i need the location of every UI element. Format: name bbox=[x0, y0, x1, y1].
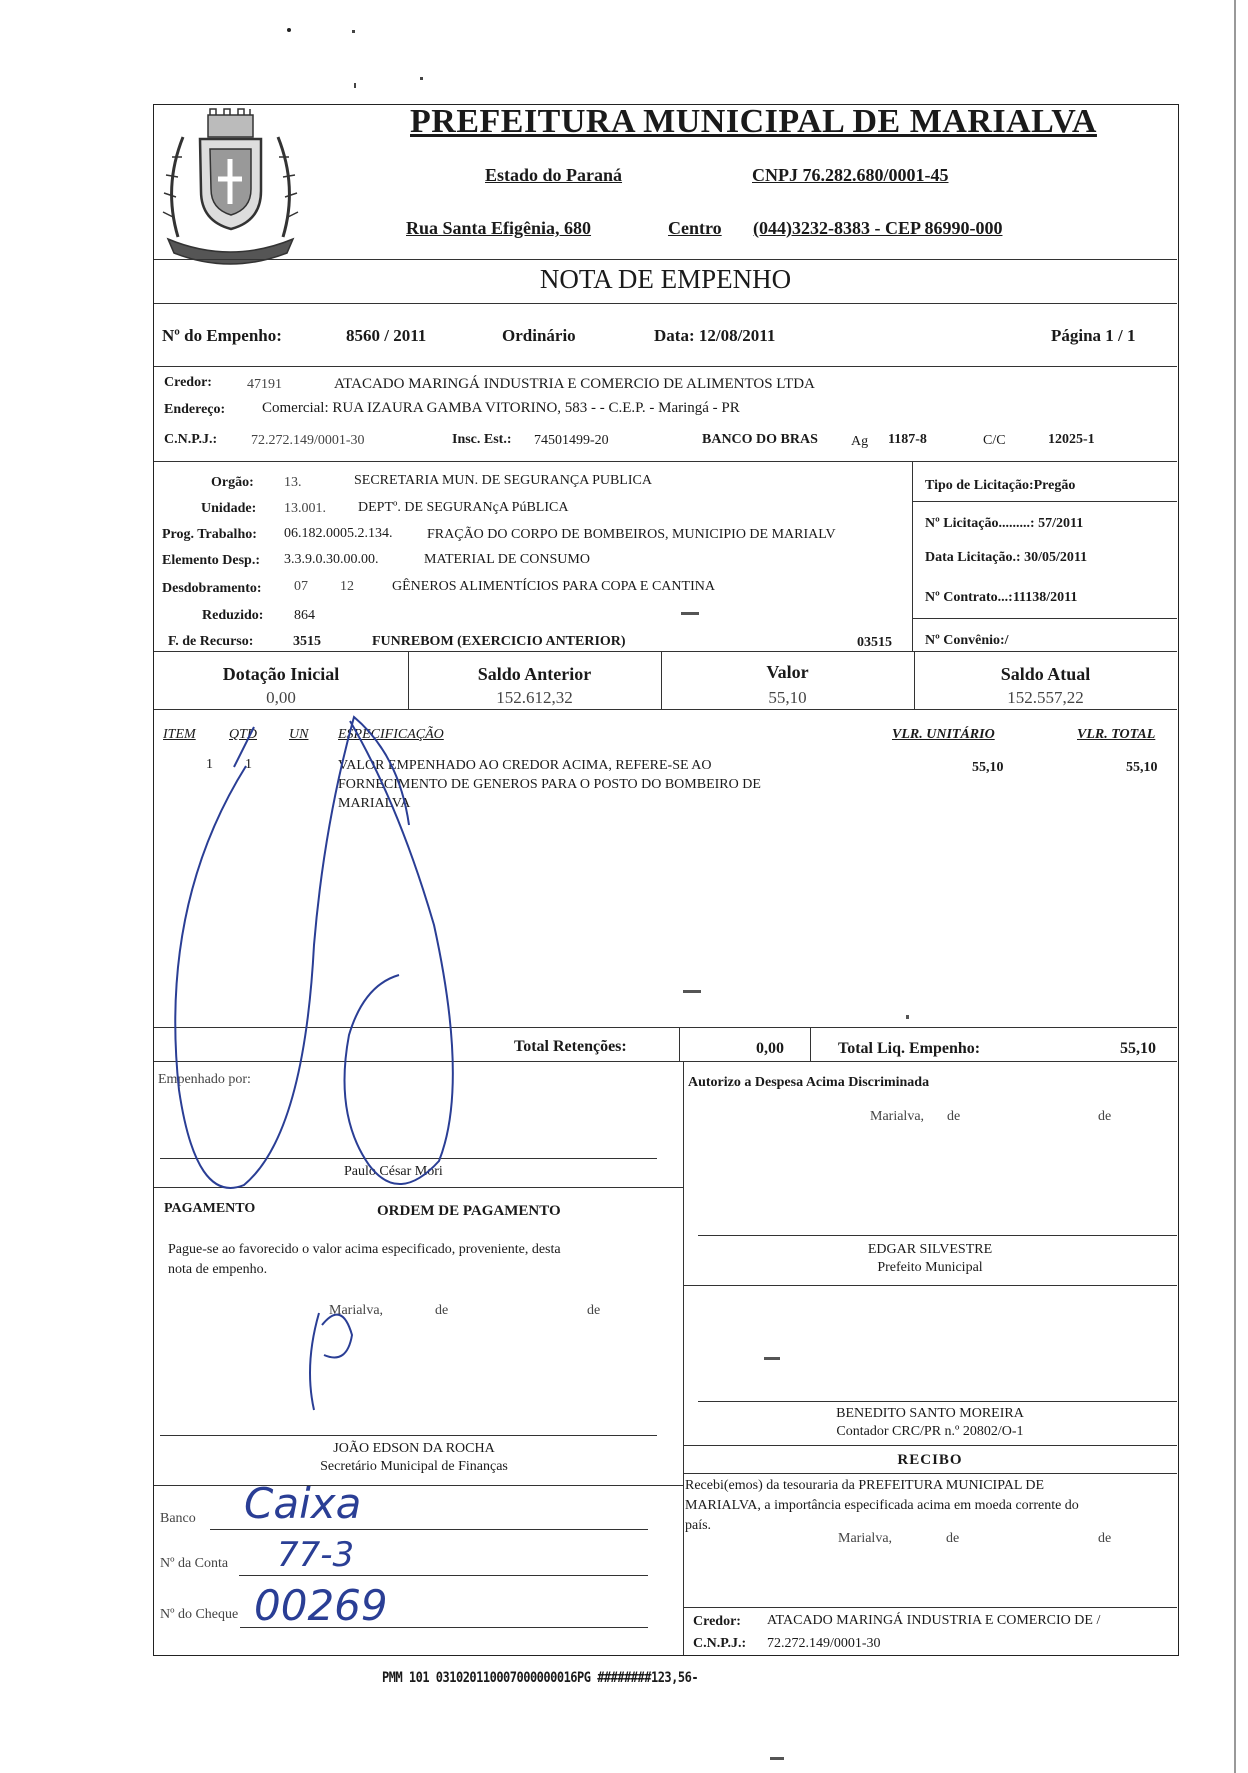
state-label: Estado do Paraná bbox=[485, 165, 623, 185]
empenhado-por-label: Empenhado por: bbox=[158, 1072, 251, 1087]
col-header-qtd: QTD bbox=[229, 727, 258, 742]
scan-mark bbox=[770, 1757, 784, 1760]
autorizo-de-1: de bbox=[947, 1109, 961, 1124]
fonte-recurso-label: F. de Recurso: bbox=[168, 634, 254, 649]
credor-cnpj-label: C.N.P.J.: bbox=[164, 432, 218, 447]
orgao-code: 13. bbox=[284, 475, 302, 490]
fonte-recurso-number: 03515 bbox=[857, 635, 892, 650]
item-spec-line-3: MARIALVA bbox=[338, 796, 411, 811]
handwritten-signature-strokes bbox=[154, 105, 1177, 1655]
unidade-code: 13.001. bbox=[284, 501, 326, 516]
numero-licitacao: Nº Licitação.........: 57/2011 bbox=[925, 516, 1084, 531]
recibo-cnpj: 72.272.149/0001-30 bbox=[767, 1636, 881, 1651]
recibo-text-line-3: país. bbox=[685, 1518, 712, 1533]
scan-speck bbox=[287, 28, 291, 32]
prefeito-title: Prefeito Municipal bbox=[877, 1260, 983, 1275]
item-unit-value: 55,10 bbox=[972, 760, 1004, 775]
prog-trabalho-name: FRAÇÃO DO CORPO DE BOMBEIROS, MUNICIPIO DE MARIALV bbox=[427, 527, 836, 542]
saldo-atual-label: Saldo Atual bbox=[1000, 664, 1091, 684]
fonte-recurso-code: 3515 bbox=[293, 634, 321, 649]
cnpj-label: CNPJ 76.282.680/0001-45 bbox=[752, 165, 949, 185]
insc-est-label: Insc. Est.: bbox=[452, 432, 512, 447]
pagamento-de-1: de bbox=[435, 1303, 449, 1318]
empenho-date: Data: 12/08/2011 bbox=[654, 326, 776, 345]
empenho-number-label: Nº do Empenho: bbox=[162, 326, 282, 345]
banco-value: Caixa bbox=[244, 1479, 362, 1528]
desdobramento-name: GÊNEROS ALIMENTÍCIOS PARA COPA E CANTINA bbox=[392, 579, 715, 594]
contador-name: BENEDITO SANTO MOREIRA bbox=[836, 1406, 1024, 1421]
item-spec-line-1: VALOR EMPENHADO AO CREDOR ACIMA, REFERE-SE AO bbox=[338, 758, 712, 773]
agency-number: 1187-8 bbox=[888, 432, 927, 447]
empenhado-signatory-name: Paulo César Mori bbox=[344, 1164, 443, 1179]
address-field-label: Endereço: bbox=[164, 402, 226, 417]
desdobramento-label: Desdobramento: bbox=[162, 581, 262, 596]
banco-label: Banco bbox=[160, 1511, 196, 1526]
district-label: Centro bbox=[668, 218, 722, 238]
total-retencoes-value: 0,00 bbox=[756, 1040, 784, 1057]
pagamento-text-line-2: nota de empenho. bbox=[168, 1262, 268, 1277]
pagamento-text-line-1: Pague-se ao favorecido o valor acima especificado, proveniente, desta bbox=[168, 1242, 561, 1257]
total-retencoes-label: Total Retenções: bbox=[514, 1038, 627, 1055]
valor-value: 55,10 bbox=[768, 688, 807, 707]
recibo-title: RECIBO bbox=[897, 1452, 963, 1468]
elemento-name: MATERIAL DE CONSUMO bbox=[424, 552, 590, 567]
saldo-anterior-value: 152.612,32 bbox=[496, 688, 573, 707]
recibo-text-line-2: MARIALVA, a importância especificada acima em moeda corrente do bbox=[685, 1498, 1079, 1513]
phone-cep-label: (044)3232-8383 - CEP 86990-000 bbox=[753, 218, 1003, 238]
item-number: 1 bbox=[206, 757, 213, 772]
page-number: Página 1 / 1 bbox=[1051, 326, 1136, 345]
bank-name: BANCO DO BRAS bbox=[702, 432, 818, 447]
unidade-label: Unidade: bbox=[201, 501, 257, 516]
item-qty: 1 bbox=[245, 757, 252, 772]
fonte-recurso-name: FUNREBOM (EXERCICIO ANTERIOR) bbox=[372, 634, 626, 649]
numero-convenio: Nº Convênio:/ bbox=[925, 633, 1009, 648]
cheque-label: Nº do Cheque bbox=[160, 1607, 239, 1622]
valor-label: Valor bbox=[766, 662, 809, 682]
prog-trabalho-label: Prog. Trabalho: bbox=[162, 527, 257, 542]
recibo-city: Marialva, bbox=[838, 1531, 893, 1546]
unidade-name: DEPTº. DE SEGURANçA PúBLICA bbox=[358, 500, 569, 515]
numero-contrato: Nº Contrato...:11138/2011 bbox=[925, 590, 1078, 605]
recibo-cnpj-label: C.N.P.J.: bbox=[693, 1636, 747, 1651]
data-licitacao: Data Licitação.: 30/05/2011 bbox=[925, 550, 1088, 565]
col-header-total-value: VLR. TOTAL bbox=[1077, 727, 1156, 742]
pagamento-de-2: de bbox=[587, 1303, 601, 1318]
item-total-value: 55,10 bbox=[1126, 760, 1158, 775]
col-header-spec: ESPECIFICAÇÃO bbox=[338, 727, 444, 742]
tipo-licitacao: Tipo de Licitação:Pregão bbox=[925, 478, 1076, 493]
credor-address: Comercial: RUA IZAURA GAMBA VITORINO, 583 - - C.E.P. - Maringá - PR bbox=[262, 400, 740, 416]
secretario-name: JOÃO EDSON DA ROCHA bbox=[333, 1441, 495, 1456]
saldo-atual-value: 152.557,22 bbox=[1007, 688, 1084, 707]
recibo-de-1: de bbox=[946, 1531, 960, 1546]
col-header-un: UN bbox=[289, 727, 309, 742]
agency-label: Ag bbox=[851, 434, 869, 449]
conta-value: 77-3 bbox=[277, 1535, 355, 1575]
autorizo-city: Marialva, bbox=[870, 1109, 925, 1124]
page-title: PREFEITURA MUNICIPAL DE MARIALVA bbox=[410, 103, 1097, 140]
empenho-number: 8560 / 2011 bbox=[346, 326, 427, 345]
scan-speck bbox=[420, 77, 423, 80]
prog-trabalho-code: 06.182.0005.2.134. bbox=[284, 526, 393, 541]
total-liquido-value: 55,10 bbox=[1120, 1040, 1156, 1057]
credor-cnpj: 72.272.149/0001-30 bbox=[251, 433, 365, 448]
orgao-label: Orgão: bbox=[211, 475, 254, 490]
account-label: C/C bbox=[983, 433, 1006, 448]
credor-name: ATACADO MARINGÁ INDUSTRIA E COMERCIO DE ALIMENTOS LTDA bbox=[334, 376, 815, 392]
col-header-item: ITEM bbox=[163, 727, 196, 742]
recibo-text-line-1: Recebi(emos) da tesouraria da PREFEITURA MUNICIPAL DE bbox=[685, 1478, 1045, 1493]
col-header-unit-value: VLR. UNITÁRIO bbox=[892, 727, 995, 742]
insc-est: 74501499-20 bbox=[534, 433, 609, 448]
contador-title: Contador CRC/PR n.º 20802/O-1 bbox=[836, 1424, 1024, 1439]
dotacao-inicial-label: Dotação Inicial bbox=[222, 664, 340, 684]
item-spec-line-2: FORNECIMENTO DE GENEROS PARA O POSTO DO BOMBEIRO DE bbox=[338, 777, 761, 792]
autorizo-de-2: de bbox=[1098, 1109, 1112, 1124]
empenho-type: Ordinário bbox=[502, 326, 576, 345]
recibo-credor-name: ATACADO MARINGÁ INDUSTRIA E COMERCIO DE / bbox=[767, 1613, 1101, 1628]
document-title: NOTA DE EMPENHO bbox=[539, 264, 792, 294]
recibo-de-2: de bbox=[1098, 1531, 1112, 1546]
credor-label: Credor: bbox=[164, 375, 212, 390]
scan-edge bbox=[1234, 0, 1236, 1773]
conta-label: Nº da Conta bbox=[160, 1556, 229, 1571]
account-number: 12025-1 bbox=[1048, 432, 1095, 447]
secretario-title: Secretário Municipal de Finanças bbox=[320, 1459, 508, 1474]
elemento-label: Elemento Desp.: bbox=[162, 553, 260, 568]
footer-code: PMM 101 031020110007000000016PG ########123,56- bbox=[382, 1668, 699, 1686]
scan-speck bbox=[352, 30, 355, 33]
nota-de-empenho-form bbox=[153, 104, 1179, 1656]
desdobramento-code-b: 12 bbox=[340, 579, 354, 594]
elemento-code: 3.3.9.0.30.00.00. bbox=[284, 552, 379, 567]
recibo-credor-label: Credor: bbox=[693, 1614, 741, 1629]
address-label: Rua Santa Efigênia, 680 bbox=[406, 218, 592, 238]
saldo-anterior-label: Saldo Anterior bbox=[477, 664, 592, 684]
desdobramento-code-a: 07 bbox=[294, 579, 308, 594]
reduzido-label: Reduzido: bbox=[202, 608, 264, 623]
scan-speck bbox=[354, 83, 356, 88]
cheque-value: 00269 bbox=[254, 1581, 388, 1630]
credor-code: 47191 bbox=[247, 377, 282, 392]
pagamento-label: PAGAMENTO bbox=[164, 1201, 256, 1216]
prefeito-name: EDGAR SILVESTRE bbox=[867, 1242, 993, 1257]
dotacao-inicial-value: 0,00 bbox=[266, 688, 296, 707]
reduzido-value: 864 bbox=[294, 608, 315, 623]
total-liquido-label: Total Liq. Empenho: bbox=[838, 1040, 981, 1057]
ordem-pagamento-label: ORDEM DE PAGAMENTO bbox=[377, 1203, 561, 1219]
autorizo-label: Autorizo a Despesa Acima Discriminada bbox=[688, 1075, 930, 1090]
pagamento-city: Marialva, bbox=[329, 1303, 384, 1318]
orgao-name: SECRETARIA MUN. DE SEGURANÇA PUBLICA bbox=[354, 473, 652, 488]
